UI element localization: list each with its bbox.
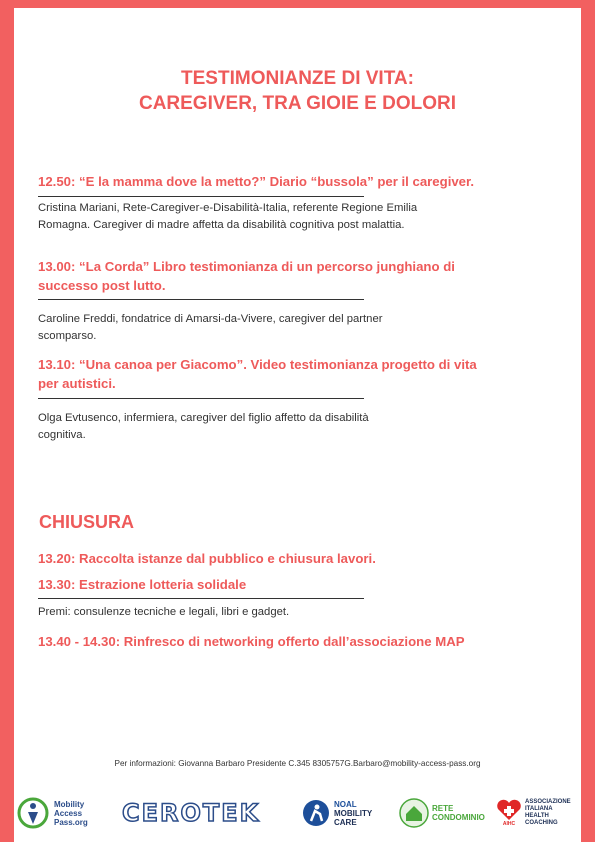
speaker-text-line: Caroline Freddi, fondatrice di Amarsi-da-Vivere, caregiver del partner bbox=[38, 313, 383, 325]
session-heading-1250: 12.50: “E la mamma dove la metto?” Diario “bussola” per il caregiver. bbox=[38, 174, 475, 189]
map-logo-line: Mobility bbox=[54, 799, 85, 809]
map-logo-line: Access bbox=[54, 808, 83, 818]
cerotek-logo bbox=[122, 788, 260, 838]
noal-logo-icon bbox=[302, 799, 330, 827]
session-heading-1310: 13.10: “Una canoa per Giacomo”. Video testimonianza progetto di vita bbox=[38, 357, 477, 372]
divider bbox=[38, 398, 364, 399]
prizes-text: Premi: consulenze tecniche e legali, libri e gadget. bbox=[38, 606, 290, 618]
closing-item-1330: 13.30: Estrazione lotteria solidale bbox=[38, 577, 247, 592]
speaker-text-line: scomparso. bbox=[38, 330, 97, 342]
rete-logo-line: CONDOMINIO bbox=[432, 813, 485, 822]
map-logo-line: Pass.org bbox=[54, 817, 88, 827]
rete-logo-line: RETE bbox=[432, 804, 454, 813]
cerotek-logo-text: CEROTEK bbox=[122, 799, 261, 827]
divider bbox=[38, 196, 364, 197]
page bbox=[14, 8, 581, 842]
aihc-logo-line: ASSOCIAZIONE bbox=[525, 799, 571, 805]
map-logo bbox=[16, 788, 88, 838]
house-icon bbox=[399, 798, 429, 828]
session-heading-1310-cont: per autistici. bbox=[38, 376, 116, 391]
noal-logo bbox=[302, 788, 372, 838]
noal-logo-line: NOAL bbox=[334, 799, 357, 809]
aihc-logo-line: COACHING bbox=[525, 820, 558, 826]
heart-icon bbox=[496, 799, 522, 821]
contact-info: Per informazioni: Giovanna Barbaro Presidente C.345 8305757G.Barbaro@mobility-access-pass.org bbox=[114, 759, 481, 768]
rete-condominio-logo bbox=[399, 788, 485, 838]
divider bbox=[38, 299, 364, 300]
closing-item-1320: 13.20: Raccolta istanze dal pubblico e chiusura lavori. bbox=[38, 551, 376, 566]
sponsor-logos bbox=[14, 788, 581, 838]
session-heading-1300-cont: successo post lutto. bbox=[38, 278, 166, 293]
speaker-text-line: Romagna. Caregiver di madre affetta da disabilità cognitiva post malattia. bbox=[38, 219, 405, 231]
divider bbox=[38, 598, 364, 599]
closing-item-1340: 13.40 - 14.30: Rinfresco di networking offerto dall’associazione MAP bbox=[38, 634, 465, 649]
aihc-logo bbox=[496, 788, 571, 838]
page-title-line1: TESTIMONIANZE DI VITA: bbox=[181, 68, 414, 89]
noal-logo-line: MOBILITY bbox=[334, 808, 373, 818]
speaker-text-line: Cristina Mariani, Rete-Caregiver-e-Disabilità-Italia, referente Regione Emilia bbox=[38, 202, 418, 214]
noal-logo-line: CARE bbox=[334, 817, 357, 827]
aihc-logo-line: HEALTH bbox=[525, 813, 549, 819]
aihc-badge: AIHC bbox=[502, 821, 516, 827]
session-heading-1300: 13.00: “La Corda” Libro testimonianza di un percorso junghiano di bbox=[38, 259, 455, 274]
speaker-text-line: cognitiva. bbox=[38, 429, 86, 441]
map-logo-icon bbox=[16, 796, 50, 830]
speaker-text-line: Olga Evtusenco, infermiera, caregiver del figlio affetto da disabilità bbox=[38, 412, 369, 424]
page-title-line2: CAREGIVER, TRA GIOIE E DOLORI bbox=[138, 93, 457, 114]
closing-section-title: CHIUSURA bbox=[39, 512, 135, 532]
aihc-logo-line: ITALIANA bbox=[525, 806, 553, 812]
